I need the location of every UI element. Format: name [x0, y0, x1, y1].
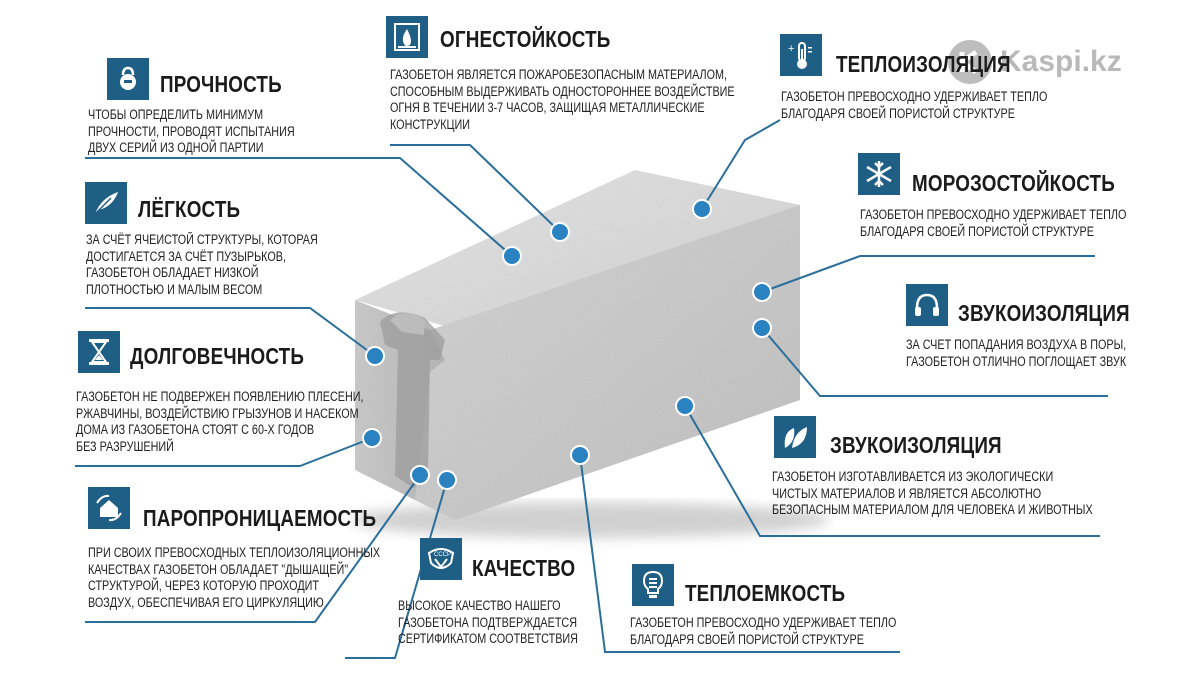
title-morozostoykost: МОРОЗОСТОЙКОСТЬ: [912, 170, 1115, 196]
hourglass-icon: [78, 331, 120, 373]
desc-ognestoykost: ГАЗОБЕТОН ЯВЛЯЕТСЯ ПОЖАРОБЕЗОПАСНЫМ МАТЕРИАЛОМ, СПОСОБНЫМ ВЫДЕРЖИВАТЬ ОДНОСТОРОННЕЕ ВОЗДЕЙСТВИЕ ОГНЯ В ТЕЧЕНИИ 3-7 ЧАСОВ, ЗАЩИЩАЯ МЕТАЛЛИЧЕСКИЕ КОНСТРУКЦИИ: [390, 67, 735, 132]
dot-legkost: [366, 347, 384, 365]
line-ognestoykost: [390, 145, 560, 232]
desc-morozostoykost: ГАЗОБЕТОН ПРЕВОСХОДНО УДЕРЖИВАЕТ ТЕПЛО БЛАГОДАРЯ СВОЕЙ ПОРИСТОЙ СТРУКТУРЕ: [860, 207, 1127, 239]
desc-legkost: ЗА СЧЁТ ЯЧЕИСТОЙ СТРУКТУРЫ, КОТОРАЯ ДОСТИГАЕТСЯ ЗА СЧЁТ ПУЗЫРЬКОВ, ГАЗОБЕТОН ОБЛАДАЕТ НИЗКОЙ ПЛОТНОСТЬЮ И МАЛЫМ ВЕСОМ: [86, 232, 318, 297]
leaves-icon: [774, 416, 816, 458]
title-ognestoykost: ОГНЕСТОЙКОСТЬ: [440, 26, 611, 52]
dot-dolgovechnost: [363, 429, 381, 447]
line-teploizolyaciya: [702, 120, 780, 209]
title-teploemkost: ТЕПЛОЕМКОСТЬ: [685, 580, 846, 606]
dot-prochnost: [503, 247, 521, 265]
dot-paropronicaemost: [411, 466, 429, 484]
desc-dolgovechnost: ГАЗОБЕТОН НЕ ПОДВЕРЖЕН ПОЯВЛЕНИЮ ПЛЕСЕНИ, РЖАВЧИНЫ, ВОЗДЕЙСТВИЮ ГРЫЗУНОВ И НАСЕКОМ ДОМА ИЗ ГАЗОБЕТОНА СТОЯТ С 60-Х ГОДОВ БЕЗ РАЗРУШЕНИЙ: [76, 389, 364, 454]
desc-zvukoizolyaciya-1: ЗА СЧЕТ ПОПАДАНИЯ ВОЗДУХА В ПОРЫ, ГАЗОБЕТОН ОТЛИЧНО ПОГЛОЩАЕТ ЗВУК: [906, 337, 1127, 369]
headphones-icon: [906, 284, 948, 326]
dot-zvukoizolyaciya-1: [753, 319, 771, 337]
kettlebell-icon: [107, 58, 149, 100]
snowflake-icon: [858, 153, 900, 195]
dot-teploizolyaciya: [693, 200, 711, 218]
desc-teploizolyaciya: ГАЗОБЕТОН ПРЕВОСХОДНО УДЕРЖИВАЕТ ТЕПЛО БЛАГОДАРЯ СВОЕЙ ПОРИСТОЙ СТРУКТУРЕ: [781, 89, 1048, 121]
title-zvukoizolyaciya-1: ЗВУКОИЗОЛЯЦИЯ: [958, 300, 1130, 326]
title-legkost: ЛЁГКОСТЬ: [138, 196, 241, 222]
quality-mark-icon: [420, 538, 462, 580]
title-kachestvo: КАЧЕСТВО: [472, 555, 576, 581]
title-zvukoizolyaciya-2: ЗВУКОИЗОЛЯЦИЯ: [830, 432, 1002, 458]
line-teploemkost-2: [580, 455, 630, 652]
house-vent-icon: [88, 487, 130, 529]
watermark-text: Kaspi.kz: [1000, 45, 1122, 78]
title-paropronicaemost: ПАРОПРОНИЦАЕМОСТЬ: [143, 505, 377, 531]
title-dolgovechnost: ДОЛГОВЕЧНОСТЬ: [130, 343, 305, 369]
desc-teploemkost: ГАЗОБЕТОН ПРЕВОСХОДНО УДЕРЖИВАЕТ ТЕПЛО БЛАГОДАРЯ СВОЕЙ ПОРИСТОЙ СТРУКТУРЕ: [630, 615, 897, 647]
feather-icon: [85, 182, 127, 224]
dot-teploemkost: [571, 446, 589, 464]
desc-zvukoizolyaciya-2: ГАЗОБЕТОН ИЗГОТАВЛИВАЕТСЯ ИЗ ЭКОЛОГИЧЕСКИ ЧИСТЫХ МАТЕРИАЛОВ И ЯВЛЯЕТСЯ АБСОЛЮТНО БЕЗОПАСНЫМ МАТЕРИАЛОМ ДЛЯ ЧЕЛОВЕКА И ЖИВОТНЫХ: [772, 469, 1093, 517]
desc-kachestvo: ВЫСОКОЕ КАЧЕСТВО НАШЕГО ГАЗОБЕТОНА ПОДТВЕРЖДАЕТСЯ СЕРТИФИКАТОМ СООТВЕТСТВИЯ: [398, 598, 578, 646]
title-teploizolyaciya: ТЕПЛОИЗОЛЯЦИЯ: [836, 51, 1011, 77]
fire-icon: [386, 16, 428, 58]
title-prochnost: ПРОЧНОСТЬ: [160, 71, 282, 97]
svg-text:+: +: [788, 43, 795, 55]
dot-zvukoizolyaciya-2: [676, 397, 694, 415]
desc-prochnost: ЧТОБЫ ОПРЕДЕЛИТЬ МИНИМУМ ПРОЧНОСТИ, ПРОВОДЯТ ИСПЫТАНИЯ ДВУХ СЕРИЙ ИЗ ОДНОЙ ПАРТИИ: [88, 107, 295, 155]
dot-morozostoykost: [753, 283, 771, 301]
dot-kachestvo: [438, 471, 456, 489]
desc-paropronicaemost: ПРИ СВОИХ ПРЕВОСХОДНЫХ ТЕПЛОИЗОЛЯЦИОННЫХ КАЧЕСТВАХ ГАЗОБЕТОН ОБЛАДАЕТ "ДЫШАЩЕЙ" СТРУКТУРОЙ, ЧЕРЕЗ КОТОРУЮ ПРОХОДИТ ВОЗДУХ, ОБЕСПЕЧИВАЯ ЕГО ЦИРКУЛЯЦИЮ: [88, 545, 381, 610]
lightbulb-icon: [632, 564, 674, 606]
thermometer-icon: [780, 34, 822, 76]
dot-ognestoykost: [551, 223, 569, 241]
svg-text:СССР: СССР: [434, 552, 452, 558]
